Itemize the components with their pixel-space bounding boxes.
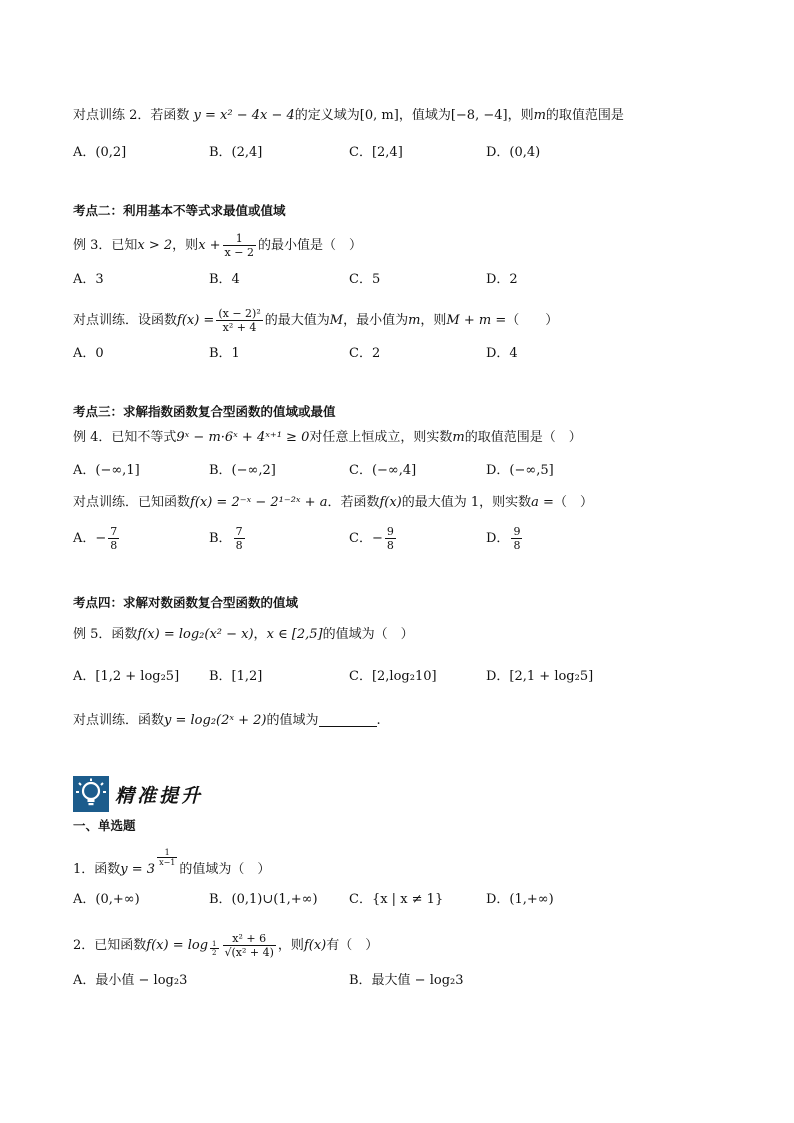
option-num: 9 (513, 525, 521, 538)
ex5-domain: x ∈ [2,5] (266, 627, 323, 642)
sec3-drill-text1: ．若函数 (327, 495, 380, 510)
ex5-suffix: 的值域为（ ） (322, 627, 414, 642)
ex3-option-b[interactable]: B．4 (209, 272, 240, 287)
example5-question (73, 625, 414, 645)
drill2-text2: ，值域为 (398, 108, 451, 123)
ex3-prefix: 例 3．已知 (73, 238, 138, 253)
banner-title: 精准提升 (115, 784, 204, 807)
q1-option-c[interactable]: C．{x | x ≠ 1} (349, 892, 444, 907)
q1-option-b[interactable]: B．(0,1)∪(1,+∞) (209, 892, 318, 907)
sec2-drill-frac-num: (x − 2)² (218, 307, 261, 320)
sec4-drill-suffix: 的值域为 (266, 713, 319, 728)
sec3-drill-option-c[interactable] (349, 525, 398, 552)
q2-frac-den: √(x² + 4) (224, 946, 274, 959)
q1-suffix: 的值域为（ ） (179, 862, 271, 877)
drill2-text1: 的定义域为 (294, 108, 360, 123)
option-label: D． (486, 531, 510, 546)
option-label: B． (209, 531, 232, 546)
ex5-option-d[interactable]: D．[2,1 + log₂5] (486, 669, 594, 684)
example3-question (73, 232, 362, 259)
drill2-prefix: 对点训练 2．若函数 (73, 108, 190, 123)
option-num: 7 (235, 525, 243, 538)
sec3-drill-option-d[interactable] (486, 525, 524, 552)
sec2-drill-prefix: 对点训练．设函数 (73, 313, 178, 328)
sec2-drill-suffix: （ ） (506, 313, 559, 328)
sec4-drill-prefix: 对点训练．函数 (73, 713, 165, 728)
sec2-drill-text3: ，则 (420, 313, 447, 328)
answer-blank[interactable] (319, 712, 377, 727)
q1-exp-den: x−1 (159, 858, 176, 867)
option-den: 8 (513, 539, 521, 552)
sec3-drill-option-a[interactable] (73, 525, 121, 552)
sec2-drill-M: M (329, 313, 344, 328)
sec3-drill-option-b[interactable] (209, 525, 247, 552)
sec2-drill-expr: M + m = (446, 313, 507, 328)
drill2-question (73, 106, 624, 126)
q2-mid: ，则 (277, 938, 304, 953)
ex3-suffix: 的最小值是（ ） (257, 238, 362, 253)
sec4-drill-end: . (376, 713, 381, 728)
sec3-drill-a: a = (531, 495, 554, 510)
ex4-option-b[interactable]: B．(−∞,2] (209, 463, 276, 478)
sec2-drill-text2: ，最小值为 (343, 313, 409, 328)
section3-title: 考点三：求解指数函数复合型函数的值域或最值 (73, 404, 336, 419)
q1-option-d[interactable]: D．(1,+∞) (486, 892, 554, 907)
drill2-option-d[interactable]: D．(0,4) (486, 145, 541, 160)
option-den: 8 (235, 539, 243, 552)
ex4-mid: 对任意上恒成立，则实数 (309, 430, 453, 445)
ex3-option-d[interactable]: D．2 (486, 272, 518, 287)
option-sign: − (95, 531, 107, 546)
option-fraction (385, 525, 396, 552)
ex4-suffix: 的取值范围是（ ） (464, 430, 582, 445)
sec3-drill-suffix: （ ） (553, 495, 593, 510)
q2-fraction (223, 932, 276, 959)
part1-title: 一、单选题 (73, 818, 136, 833)
option-fraction (511, 525, 522, 552)
sec2-drill-question (73, 307, 558, 334)
q2-option-b[interactable]: B．最大值 − log₂3 (349, 973, 464, 988)
q2-log-base (210, 940, 218, 957)
ex3-frac-den: x − 2 (224, 246, 254, 259)
q1-question (73, 848, 270, 880)
ex3-condition: x > 2 (137, 238, 173, 253)
ex4-option-a[interactable]: A．(−∞,1] (73, 463, 140, 478)
drill2-function: y = x² − 4x − 4 (193, 108, 295, 123)
sec3-drill-function: f(x) = 2⁻ˣ − 2¹⁻²ˣ + a (190, 495, 328, 510)
sec2-drill-option-c[interactable]: C．2 (349, 346, 381, 361)
option-fraction (234, 525, 245, 552)
sec3-drill-text2: 的最大值为 1，则实数 (401, 495, 532, 510)
option-den: 8 (386, 539, 394, 552)
sec3-drill-fx: f(x) (379, 495, 402, 510)
sec2-drill-frac-den: x² + 4 (222, 321, 257, 334)
q2-base-num: 1 (212, 940, 217, 948)
sec2-drill-text1: 的最大值为 (264, 313, 330, 328)
ex4-inequality: 9ˣ − m·6ˣ + 4ˣ⁺¹ ≥ 0 (176, 430, 310, 445)
ex3-mid: ，则 (172, 238, 199, 253)
sec4-drill-function: y = log₂(2ˣ + 2) (164, 713, 267, 728)
drill2-option-c[interactable]: C．[2,4] (349, 145, 403, 160)
sec2-drill-option-b[interactable]: B．1 (209, 346, 240, 361)
q2-suffix: 有（ ） (326, 938, 379, 953)
sec4-drill-question (73, 711, 381, 731)
ex5-function: f(x) = log₂(x² − x) (137, 627, 254, 642)
sec2-drill-fraction (216, 307, 262, 334)
option-num: 7 (110, 525, 118, 538)
q1-exp-num: 1 (157, 848, 177, 858)
drill2-var: m (533, 108, 546, 123)
ex3-option-a[interactable]: A．3 (73, 272, 104, 287)
sec2-drill-option-d[interactable]: D．4 (486, 346, 518, 361)
ex4-option-c[interactable]: C．(−∞,4] (349, 463, 417, 478)
sec3-drill-question (73, 493, 593, 513)
drill2-range: [−8, −4] (450, 108, 508, 123)
ex5-option-a[interactable]: A．[1,2 + log₂5] (73, 669, 180, 684)
ex3-frac-num: 1 (223, 232, 256, 246)
q2-base-den: 2 (212, 949, 217, 957)
q2-frac-num: x² + 6 (223, 932, 276, 946)
q1-function: y = 3 (120, 862, 156, 877)
q1-prefix: 1．函数 (73, 862, 121, 877)
ex3-fraction (223, 232, 256, 259)
drill2-suffix: 的取值范围是 (545, 108, 624, 123)
ex4-var: m (452, 430, 465, 445)
ex5-mid: ， (253, 627, 267, 642)
sec2-drill-option-a[interactable]: A．0 (73, 346, 104, 361)
lightbulb-icon (73, 776, 109, 812)
sec2-drill-fx: f(x) = (177, 313, 215, 328)
option-fraction (108, 525, 119, 552)
section4-title: 考点四：求解对数函数复合型函数的值域 (73, 595, 299, 610)
option-num: 9 (386, 525, 394, 538)
q2-fx2: f(x) (303, 938, 327, 953)
q1-option-a[interactable]: A．(0,+∞) (73, 892, 140, 907)
q1-exponent (157, 848, 177, 867)
drill2-text3: ，则 (507, 108, 534, 123)
ex3-option-c[interactable]: C．5 (349, 272, 381, 287)
ex5-option-b[interactable]: B．[1,2] (209, 669, 263, 684)
q2-prefix: 2．已知函数 (73, 938, 147, 953)
q2-question (73, 932, 378, 959)
sec3-drill-prefix: 对点训练．已知函数 (73, 495, 191, 510)
ex4-option-d[interactable]: D．(−∞,5] (486, 463, 554, 478)
example4-question (73, 428, 582, 448)
drill2-option-a[interactable]: A．(0,2] (73, 145, 127, 160)
ex5-prefix: 例 5．函数 (73, 627, 138, 642)
ex3-expr: x + (198, 238, 221, 253)
drill2-domain: [0, m] (359, 108, 399, 123)
option-label: C． (349, 531, 372, 546)
option-label: A． (73, 531, 96, 546)
ex4-prefix: 例 4．已知不等式 (73, 430, 177, 445)
option-sign: − (371, 531, 383, 546)
section2-title: 考点二：利用基本不等式求最值或值域 (73, 203, 286, 218)
q2-fx: f(x) = log (146, 938, 209, 953)
ex5-option-c[interactable]: C．[2,log₂10] (349, 669, 437, 684)
section-banner (73, 775, 203, 813)
sec2-drill-m: m (408, 313, 421, 328)
q2-option-a[interactable]: A．最小值 − log₂3 (73, 973, 188, 988)
drill2-option-b[interactable]: B．(2,4] (209, 145, 263, 160)
option-den: 8 (110, 539, 118, 552)
